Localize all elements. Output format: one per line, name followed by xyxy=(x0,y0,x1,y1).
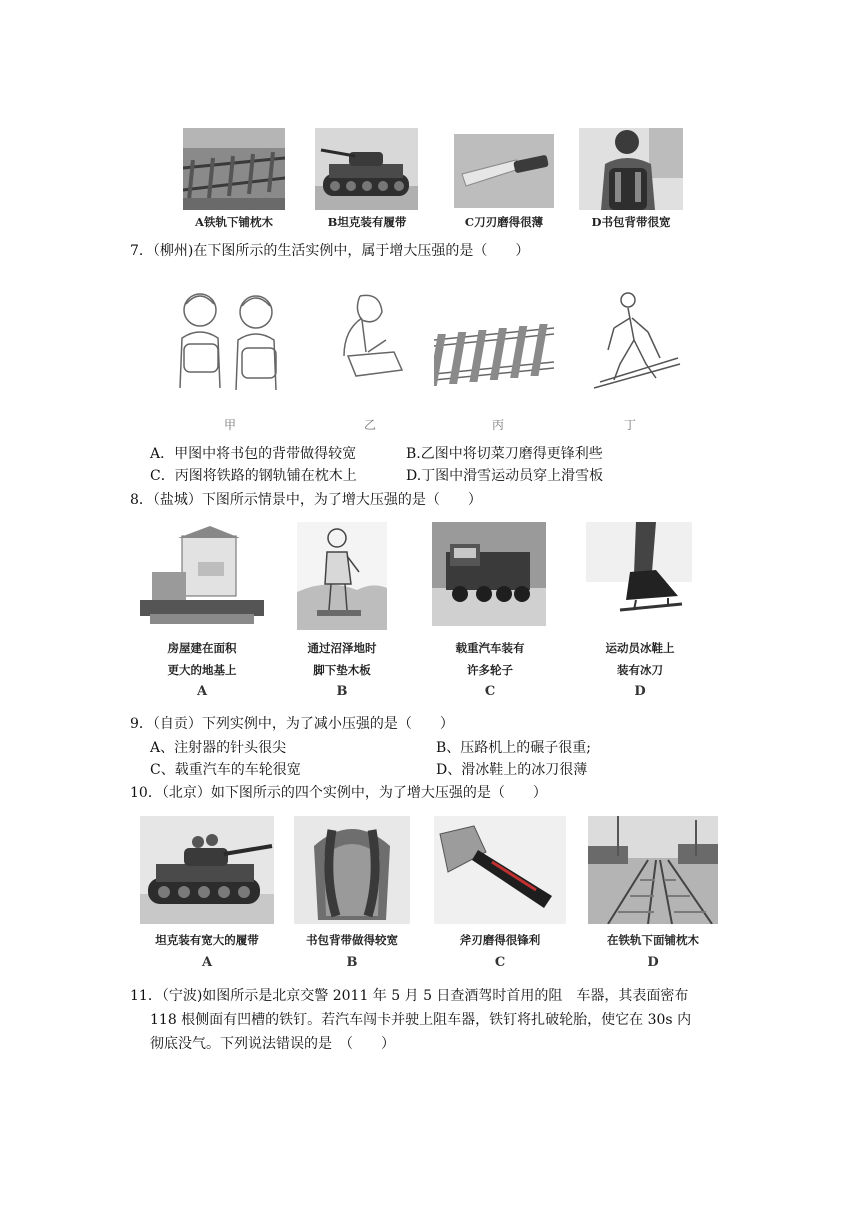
q10-b-caption: 书包背带做得较宽 xyxy=(306,933,398,947)
q9-option-c: C、载重汽车的车轮很宽 xyxy=(150,762,301,778)
q10-c-caption: 斧刃磨得很锋利 xyxy=(459,933,541,947)
backpack-wide-straps-photo xyxy=(294,816,410,924)
q11-line2: 118 根侧面有凹槽的铁钉。若汽车闯卡并驶上阻车器，铁钉将扎破轮胎，使它在 30s 内 xyxy=(150,1012,692,1028)
q7-stem: 7．（柳州)在下图所示的生活实例中，属于增大压强的是（ ） xyxy=(130,243,530,259)
q8-a-line2: 更大的地基上 xyxy=(167,663,237,677)
q10-stem: 10．（北京）如下图所示的四个实例中，为了增大压强的是（ ） xyxy=(130,785,547,801)
q8-d-line2: 装有冰刀 xyxy=(617,663,663,677)
tank-wide-tracks-photo xyxy=(140,816,274,924)
q9-option-a: A、注射器的针头很尖 xyxy=(150,740,287,756)
q8-a-line1: 房屋建在面积 xyxy=(167,641,237,655)
q10-b-letter: B xyxy=(346,955,358,970)
q10-d-letter: D xyxy=(647,955,659,970)
q7-option-b: B.乙图中将切菜刀磨得更锋利些 xyxy=(406,446,603,462)
q8-c-line2: 许多轮子 xyxy=(467,663,513,677)
q8-d-line1: 运动员冰鞋上 xyxy=(605,641,675,655)
knife-blade-photo xyxy=(454,134,554,208)
q7-label-jia: 甲 xyxy=(224,418,237,432)
q8-b-line2: 脚下垫木板 xyxy=(313,663,371,677)
row1-caption-d: D书包背带很宽 xyxy=(591,215,671,229)
railway-sleepers-photo xyxy=(183,128,285,210)
q10-a-caption: 坦克装有宽大的履带 xyxy=(155,933,259,947)
truck-wheels-photo xyxy=(432,522,546,626)
q8-b-letter: B xyxy=(336,684,348,699)
q8-d-letter: D xyxy=(634,684,646,699)
q7-option-a: A．甲图中将书包的背带做得较宽 xyxy=(150,446,357,462)
q7-label-ding: 丁 xyxy=(624,418,637,432)
axe-blade-photo xyxy=(434,816,566,924)
q7-option-d: D.丁图中滑雪运动员穿上滑雪板 xyxy=(406,468,604,484)
row1-caption-a: A铁轨下铺枕木 xyxy=(195,215,273,229)
railway-track-photo xyxy=(588,816,718,924)
skier-drawing xyxy=(590,288,682,394)
row1-caption-b: B坦克装有履带 xyxy=(327,215,407,229)
girl-on-board-drawing xyxy=(297,522,387,630)
q9-option-d: D、滑冰鞋上的冰刀很薄 xyxy=(436,762,588,778)
q10-d-caption: 在铁轨下面铺枕木 xyxy=(607,933,699,947)
q8-a-letter: A xyxy=(196,684,208,699)
q10-c-letter: C xyxy=(494,955,506,970)
q7-option-c: C．丙图将铁路的钢轨铺在枕木上 xyxy=(150,468,357,484)
q8-c-letter: C xyxy=(484,684,496,699)
tank-tracks-photo xyxy=(315,128,418,210)
girl-chopping-drawing xyxy=(326,290,416,398)
children-backpacks-drawing xyxy=(170,288,290,398)
q7-label-yi: 乙 xyxy=(364,418,377,432)
q10-a-letter: A xyxy=(201,955,213,970)
ice-skate-photo xyxy=(586,522,692,626)
q9-option-b: B、压路机上的碾子很重; xyxy=(436,740,592,756)
rails-on-sleepers-drawing xyxy=(434,322,554,392)
q11-line3: 彻底没气。下列说法错误的是 （ ） xyxy=(150,1036,395,1052)
q9-stem: 9．（自贡）下列实例中，为了减小压强的是（ ） xyxy=(130,716,454,732)
q8-stem: 8．（盐城）下图所示情景中，为了增大压强的是（ ） xyxy=(130,492,482,508)
q8-b-line1: 通过沼泽地时 xyxy=(307,641,377,655)
q8-c-line1: 载重汽车装有 xyxy=(455,641,525,655)
backpack-straps-photo xyxy=(579,128,683,210)
q7-label-bing: 丙 xyxy=(492,418,505,432)
house-foundation-drawing xyxy=(140,522,264,628)
row1-caption-c: C刀刃磨得很薄 xyxy=(464,215,544,229)
q11-line1: 11．（宁波)如图所示是北京交警 2011 年 5 月 5 日查酒驾时首用的阻 车器，其表面密布 xyxy=(130,988,689,1004)
